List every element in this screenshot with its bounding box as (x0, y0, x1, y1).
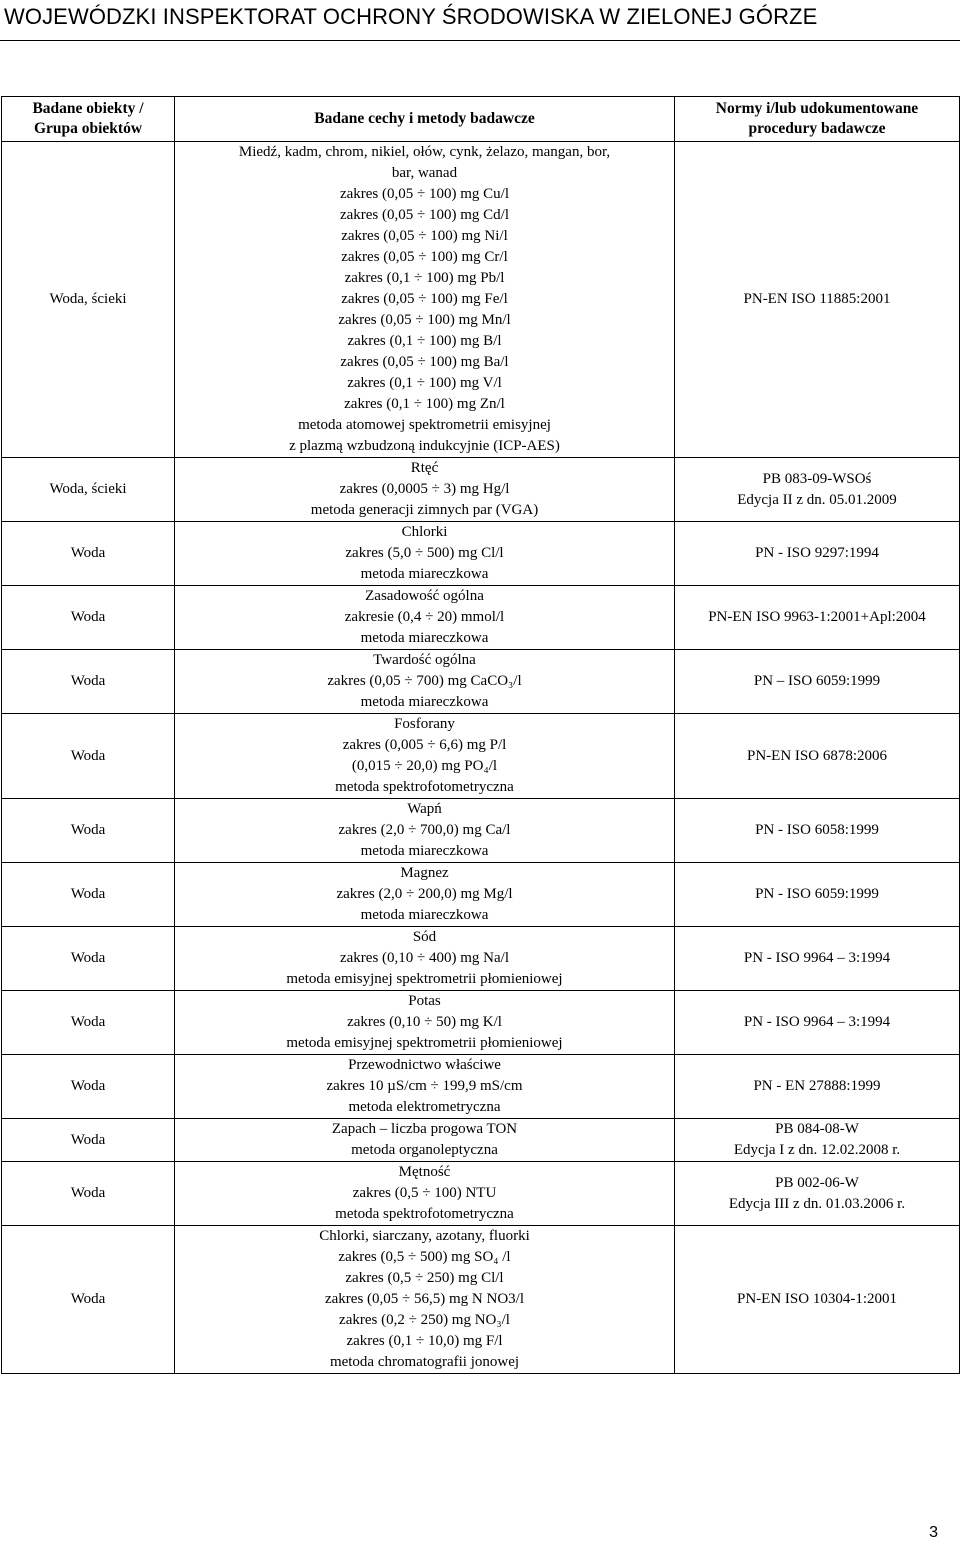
method-cell (175, 991, 675, 1055)
norm-line: Edycja III z dn. 01.03.2006 r. (728, 1195, 906, 1212)
table-row (2, 714, 960, 799)
method-line: Chlorki, siarczany, azotany, fluorki (319, 1228, 530, 1244)
method-line: metoda elektrometryczna (348, 1099, 501, 1115)
table-row (2, 142, 960, 458)
table-body (2, 142, 960, 1374)
norm-line: PN-EN ISO 10304-1:2001 (737, 1291, 897, 1307)
method-line: metoda chromatografii jonowej (329, 1354, 520, 1370)
method-cell (175, 586, 675, 650)
method-cell (175, 650, 675, 714)
method-line: metoda miareczkowa (360, 566, 489, 582)
method-line: zakres (0,05 ÷ 100) mg Cd/l (339, 207, 510, 223)
header-text: Badane cechy i metody badawcze (314, 110, 535, 127)
header-text: Grupa obiektów (33, 120, 143, 137)
method-line: zakres (0,1 ÷ 100) mg B/l (347, 333, 502, 349)
object-cell: Woda (2, 522, 175, 586)
header-text: Normy i/lub udokumentowane (715, 100, 919, 117)
table-row (2, 650, 960, 714)
method-line: zakres (0,5 ÷ 500) mg SO₄ /l (338, 1249, 511, 1265)
table-row (2, 799, 960, 863)
header-text: procedury badawcze (748, 120, 886, 137)
method-line: Chlorki (401, 524, 448, 540)
method-cell (175, 142, 675, 458)
method-line: (0,015 ÷ 20,0) mg PO₄/l (351, 758, 498, 774)
method-line: zakres (0,005 ÷ 6,6) mg P/l (342, 737, 507, 753)
object-cell: Woda (2, 799, 175, 863)
header-objects (2, 97, 175, 142)
table-row (2, 586, 960, 650)
object-cell: Woda (2, 1226, 175, 1374)
method-line: Twardość ogólna (373, 652, 476, 668)
method-cell (175, 458, 675, 522)
method-line: zakres (0,05 ÷ 100) mg Mn/l (338, 312, 511, 328)
object-cell: Woda (2, 1055, 175, 1119)
method-line: zakres (0,0005 ÷ 3) mg Hg/l (339, 481, 510, 497)
method-line: zakres (0,05 ÷ 100) mg Cr/l (341, 249, 508, 265)
norm-line: PN - EN 27888:1999 (753, 1078, 881, 1094)
method-line: zakres (0,05 ÷ 100) mg Fe/l (341, 291, 508, 307)
norm-line: PN-EN ISO 9963-1:2001+Apl:2004 (708, 609, 926, 625)
method-line: zakres 10 µS/cm ÷ 199,9 mS/cm (326, 1078, 523, 1094)
method-line: zakres (0,05 ÷ 100) mg Ba/l (340, 354, 509, 370)
object-cell: Woda, ścieki (2, 458, 175, 522)
norm-line: PB 002-06-W (775, 1174, 859, 1191)
method-line: zakres (0,5 ÷ 100) NTU (352, 1185, 497, 1201)
method-cell (175, 1055, 675, 1119)
method-line: metoda spektrofotometryczna (335, 779, 514, 795)
method-line: metoda spektrofotometryczna (335, 1206, 514, 1222)
norm-cell (675, 650, 960, 714)
method-line: Rtęć (410, 460, 439, 476)
table-header-row (2, 97, 960, 142)
method-line: bar, wanad (391, 165, 458, 181)
object-cell: Woda (2, 1162, 175, 1226)
norm-line: PN - ISO 6058:1999 (755, 822, 879, 838)
norm-cell (675, 458, 960, 522)
norm-cell (675, 586, 960, 650)
table-row (2, 991, 960, 1055)
table-row (2, 1162, 960, 1226)
method-line: zakres (2,0 ÷ 700,0) mg Ca/l (338, 822, 511, 838)
method-line: metoda miareczkowa (360, 907, 489, 923)
page-number: 3 (929, 1524, 938, 1541)
norm-line: PN-EN ISO 6878:2006 (746, 747, 887, 764)
norm-line: PN - ISO 6059:1999 (755, 886, 879, 902)
table-row (2, 1226, 960, 1374)
norm-cell (675, 1226, 960, 1374)
method-line: metoda miareczkowa (360, 630, 489, 646)
norm-line: PB 083-09-WSOś (762, 470, 872, 487)
method-line: zakres (0,1 ÷ 100) mg Zn/l (344, 396, 505, 412)
method-line: zakres (5,0 ÷ 500) mg Cl/l (345, 545, 504, 561)
method-cell (175, 1226, 675, 1374)
header-norms (675, 97, 960, 142)
method-cell (175, 714, 675, 799)
method-line: zakres (0,5 ÷ 250) mg Cl/l (345, 1270, 504, 1286)
method-cell (175, 1162, 675, 1226)
table-row (2, 863, 960, 927)
method-line: metoda miareczkowa (360, 843, 489, 859)
norm-line: Edycja II z dn. 05.01.2009 (737, 491, 897, 508)
method-line: Potas (408, 993, 441, 1009)
method-line: zakres (0,05 ÷ 700) mg CaCO₃/l (327, 673, 522, 689)
norm-cell (675, 522, 960, 586)
object-cell: Woda (2, 1119, 175, 1162)
method-line: Magnez (400, 865, 449, 881)
method-line: zakres (0,05 ÷ 100) mg Ni/l (341, 228, 508, 244)
method-line: z plazmą wzbudzoną indukcyjnie (ICP-AES) (289, 438, 560, 454)
method-line: Zapach – liczba progowa TON (331, 1121, 518, 1137)
method-line: metoda generacji zimnych par (VGA) (310, 502, 539, 518)
method-line: metoda emisyjnej spektrometrii płomieniowej (286, 971, 563, 987)
norm-line: PN – ISO 6059:1999 (753, 673, 881, 689)
method-cell (175, 1119, 675, 1162)
method-cell (175, 522, 675, 586)
header-methods (175, 97, 675, 142)
table-row (2, 458, 960, 522)
norm-line: PN - ISO 9297:1994 (755, 545, 879, 561)
method-line: zakres (0,1 ÷ 10,0) mg F/l (346, 1333, 503, 1349)
norm-cell (675, 142, 960, 458)
method-line: zakres (2,0 ÷ 200,0) mg Mg/l (336, 886, 513, 902)
table-row (2, 1119, 960, 1162)
method-line: metoda organoleptyczna (351, 1142, 498, 1158)
page-header-title: WOJEWÓDZKI INSPEKTORAT OCHRONY ŚRODOWISKA W ZIELONEJ GÓRZE (4, 4, 818, 29)
norm-line: PN - ISO 9964 – 3:1994 (743, 1014, 891, 1030)
method-line: zakresie (0,4 ÷ 20) mmol/l (344, 609, 505, 625)
method-line: zakres (0,2 ÷ 250) mg NO₃/l (339, 1312, 510, 1328)
method-line: Mętność (398, 1164, 451, 1180)
table-row (2, 522, 960, 586)
norm-cell (675, 927, 960, 991)
method-cell (175, 927, 675, 991)
method-cell (175, 799, 675, 863)
object-cell: Woda (2, 863, 175, 927)
table-row (2, 927, 960, 991)
object-cell: Woda, ścieki (2, 142, 175, 458)
method-cell (175, 863, 675, 927)
method-line: zakres (0,05 ÷ 56,5) mg N NO3/l (324, 1291, 525, 1307)
object-cell: Woda (2, 650, 175, 714)
norm-cell (675, 991, 960, 1055)
method-line: Przewodnictwo właściwe (348, 1057, 501, 1073)
method-line: metoda atomowej spektrometrii emisyjnej (298, 417, 551, 433)
norm-line: Edycja I z dn. 12.02.2008 r. (733, 1142, 901, 1158)
method-line: Zasadowość ogólna (365, 588, 484, 604)
norm-cell (675, 863, 960, 927)
object-cell: Woda (2, 586, 175, 650)
method-line: Sód (412, 929, 437, 945)
method-line: zakres (0,1 ÷ 100) mg V/l (347, 375, 502, 391)
method-line: Miedź, kadm, chrom, nikiel, ołów, cynk, żelazo, mangan, bor, (238, 144, 611, 160)
norm-cell (675, 1162, 960, 1226)
norm-line: PN - ISO 9964 – 3:1994 (743, 950, 891, 966)
norm-cell (675, 714, 960, 799)
method-line: zakres (0,10 ÷ 50) mg K/l (347, 1014, 502, 1030)
method-line: zakres (0,10 ÷ 400) mg Na/l (339, 950, 510, 966)
norm-cell (675, 1119, 960, 1162)
header-rule (0, 40, 960, 41)
object-cell: Woda (2, 991, 175, 1055)
table-row (2, 1055, 960, 1119)
object-cell: Woda (2, 714, 175, 799)
norm-line: PB 084-08-W (775, 1121, 859, 1137)
object-cell: Woda (2, 927, 175, 991)
method-line: zakres (0,1 ÷ 100) mg Pb/l (344, 270, 505, 286)
method-line: Wapń (407, 801, 442, 817)
norm-cell (675, 1055, 960, 1119)
method-line: metoda emisyjnej spektrometrii płomieniowej (286, 1035, 563, 1051)
header-text: Badane obiekty / (32, 100, 144, 117)
method-line: metoda miareczkowa (360, 694, 489, 710)
norm-line: PN-EN ISO 11885:2001 (743, 291, 891, 307)
method-line: Fosforany (394, 716, 455, 732)
norm-cell (675, 799, 960, 863)
accreditation-table (1, 96, 960, 1374)
method-line: zakres (0,05 ÷ 100) mg Cu/l (339, 186, 510, 202)
